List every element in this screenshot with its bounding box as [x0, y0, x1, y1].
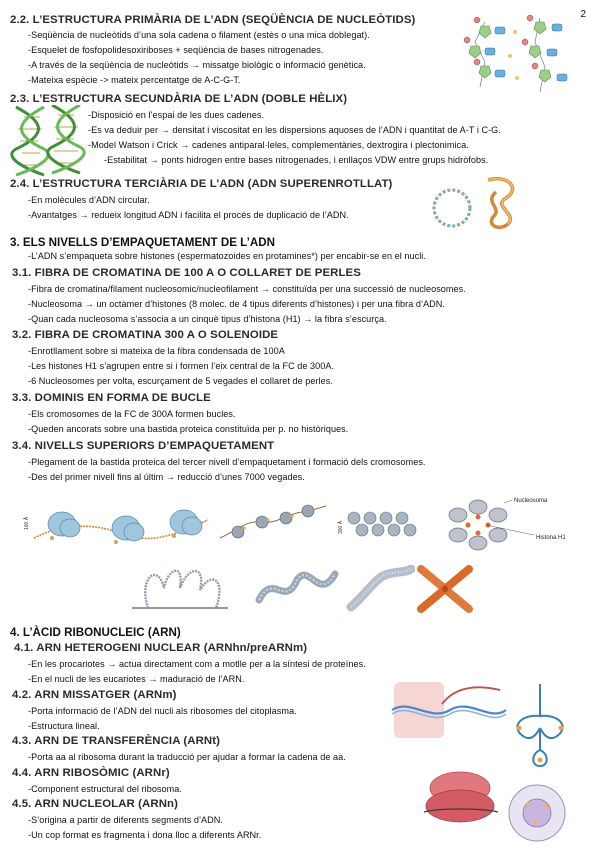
section-3-2-line: -6 Nucleosomes per volta, escurçament de 5 vegades el collaret de perles.	[28, 376, 333, 386]
nucleotide-chain-figure	[455, 12, 575, 100]
section-4-3-title: 4.3. ARN DE TRANSFERÈNCIA (ARNt)	[12, 735, 221, 747]
section-2-3-line: -Disposició en l’espai de les dues cadenes.	[88, 110, 265, 120]
section-4-title: 4. L’ÀCID RIBONUCLEIC (ARN)	[10, 626, 181, 639]
section-3-4-line: -Plegament de la bastida proteica del tercer nivell d’empaquetament i formació dels cromosomes.	[28, 457, 426, 467]
label-histona-h1: Histona H1	[536, 535, 566, 541]
section-2-3-line: -Estabilitat → ponts hidrogen entre bases nitrogenades, i enllaços VDW entre grups hidròfobs.	[104, 155, 489, 165]
section-2-4-line: -En molècules d’ADN circular.	[28, 195, 150, 205]
section-3-1-title: 3.1. FIBRA DE CROMATINA DE 100 A O COLLARET DE PERLES	[12, 267, 361, 279]
trna-cloverleaf-figure	[505, 680, 575, 768]
loop-domains-figure	[128, 558, 238, 614]
h1-histone-fiber-figure	[216, 498, 328, 548]
section-3-4-title: 3.4. NIVELLS SUPERIORS D’EMPAQUETAMENT	[12, 440, 275, 452]
section-4-1-line: -En el nucli de les eucariotes → maduració de l’ARN.	[28, 674, 245, 684]
double-helix-figure	[6, 105, 88, 177]
condensed-loops-figure	[255, 562, 340, 612]
section-3-title: 3. ELS NIVELLS D’EMPAQUETAMENT DE L’ADN	[10, 236, 275, 249]
section-2-3-line: -Es va deduir per → densitat i viscositat en les dispersions aquoses de l’ADN i quantitat de A-T i C-G.	[88, 125, 501, 135]
section-3-3-line: -Queden ancorats sobre una bastida proteica constituïda per p. no històriques.	[28, 424, 349, 434]
section-2-2-line: -A través de la seqüència de nucleòtids → missatge biològic o informació genètica.	[28, 60, 366, 70]
section-4-5-line: -Un cop format es fragmenta i dona lloc a diferents ARNr.	[28, 830, 262, 840]
section-2-2-title: 2.2. L’ESTRUCTURA PRIMÀRIA DE L’ADN (SEQÜÈNCIA DE NUCLEÒTIDS)	[10, 14, 416, 26]
section-3-1-line: -Fibra de cromatina/filament nucleosomic/nucleofilament → constituïda per una successió de nucleosomes.	[28, 284, 466, 294]
section-3-line: -L’ADN s’empaqueta sobre histones (espermatozoides en protamines*) per encabir-se en el nucli.	[28, 251, 426, 261]
section-3-2-title: 3.2. FIBRA DE CROMATINA 300 A O SOLENOIDE	[12, 329, 279, 341]
section-2-2-line: -Esquelet de fosfopolidesoxiriboses + seqüència de bases nitrogenades.	[28, 45, 324, 55]
section-2-2-line: -Seqüència de nucleòtids d’una sola cadena o filament (estès o una mica doblegat).	[28, 30, 370, 40]
nucleolus-figure	[506, 782, 568, 844]
section-3-3-line: -Els cromosomes de la FC de 300A formen bucles.	[28, 409, 236, 419]
section-4-2-line: -Estructura lineal.	[28, 721, 100, 731]
section-2-2-line: -Mateixa espècie -> mateix percentatge de A-C-G-T.	[28, 75, 241, 85]
section-2-4-title: 2.4. L’ESTRUCTURA TERCIÀRIA DE L’ADN (ADN SUPERENROTLLAT)	[10, 178, 393, 190]
section-2-3-title: 2.3. L’ESTRUCTURA SECUNDÀRIA DE L’ADN (DOBLE HÈLIX)	[10, 93, 348, 105]
section-3-1-line: -Quan cada nucleosoma s’associa a un cinquè tipus d’histona (H1) → la fibra s’escurça.	[28, 314, 387, 324]
chromosome-figure	[415, 565, 475, 613]
section-4-4-line: -Component estructural del ribosoma.	[28, 784, 182, 794]
chromatid-figure	[345, 565, 415, 613]
solenoid-fiber-figure	[336, 504, 422, 550]
supercoiled-dna-figure	[430, 172, 530, 234]
section-3-3-title: 3.3. DOMINIS EN FORMA DE BUCLE	[12, 392, 211, 404]
section-4-2-title: 4.2. ARN MISSATGER (ARNm)	[12, 689, 177, 701]
section-3-2-line: -Enrotllament sobre si mateixa de la fibra condensada de 100A	[28, 346, 285, 356]
section-3-4-line: -Des del primer nivell fins al últim → reducció d’unes 7000 vegades.	[28, 472, 305, 482]
mrna-transcription-figure	[390, 680, 508, 742]
nucleosome-fiber-figure	[22, 494, 212, 554]
solenoid-top-view-figure	[444, 493, 594, 555]
ribosome-figure	[420, 768, 500, 826]
label-100a: 100 Å	[24, 516, 30, 530]
section-3-1-line: -Nucleosoma → un octàmer d’histones (8 molec. de 4 tipus diferents d’histones) i per una fibra d’ADN.	[28, 299, 445, 309]
label-nucleosoma: Nucleosoma	[514, 498, 548, 504]
section-4-3-line: -Porta aa al ribosoma durant la traducció per ajudar a formar la cadena de aa.	[28, 752, 346, 762]
label-300a: 300 Å	[338, 520, 344, 534]
section-4-2-line: -Porta informació de l’ADN del nucli als ribosomes del citoplasma.	[28, 706, 297, 716]
section-4-5-line: -S’origina a partir de diferents segments d’ADN.	[28, 815, 223, 825]
page-number: 2	[580, 9, 586, 20]
section-2-4-line: -Avantatges → redueix longitud ADN i facilita el procés de duplicació de l’ADN.	[28, 210, 349, 220]
section-4-1-title: 4.1. ARN HETEROGENI NUCLEAR (ARNhn/preARNm)	[14, 642, 308, 654]
section-4-1-line: -En les procariotes → actua directament com a motlle per a la síntesi de proteïnes.	[28, 659, 366, 669]
section-3-2-line: -Les histones H1 s’agrupen entre si i formen l’eix central de la FC de 300A.	[28, 361, 335, 371]
section-4-4-title: 4.4. ARN RIBOSÒMIC (ARNr)	[12, 767, 170, 779]
section-4-5-title: 4.5. ARN NUCLEOLAR (ARNn)	[12, 798, 178, 810]
section-2-3-line: -Model Watson i Crick → cadenes antiparal·leles, complementàries, dextrogira i plectonimica.	[88, 140, 469, 150]
